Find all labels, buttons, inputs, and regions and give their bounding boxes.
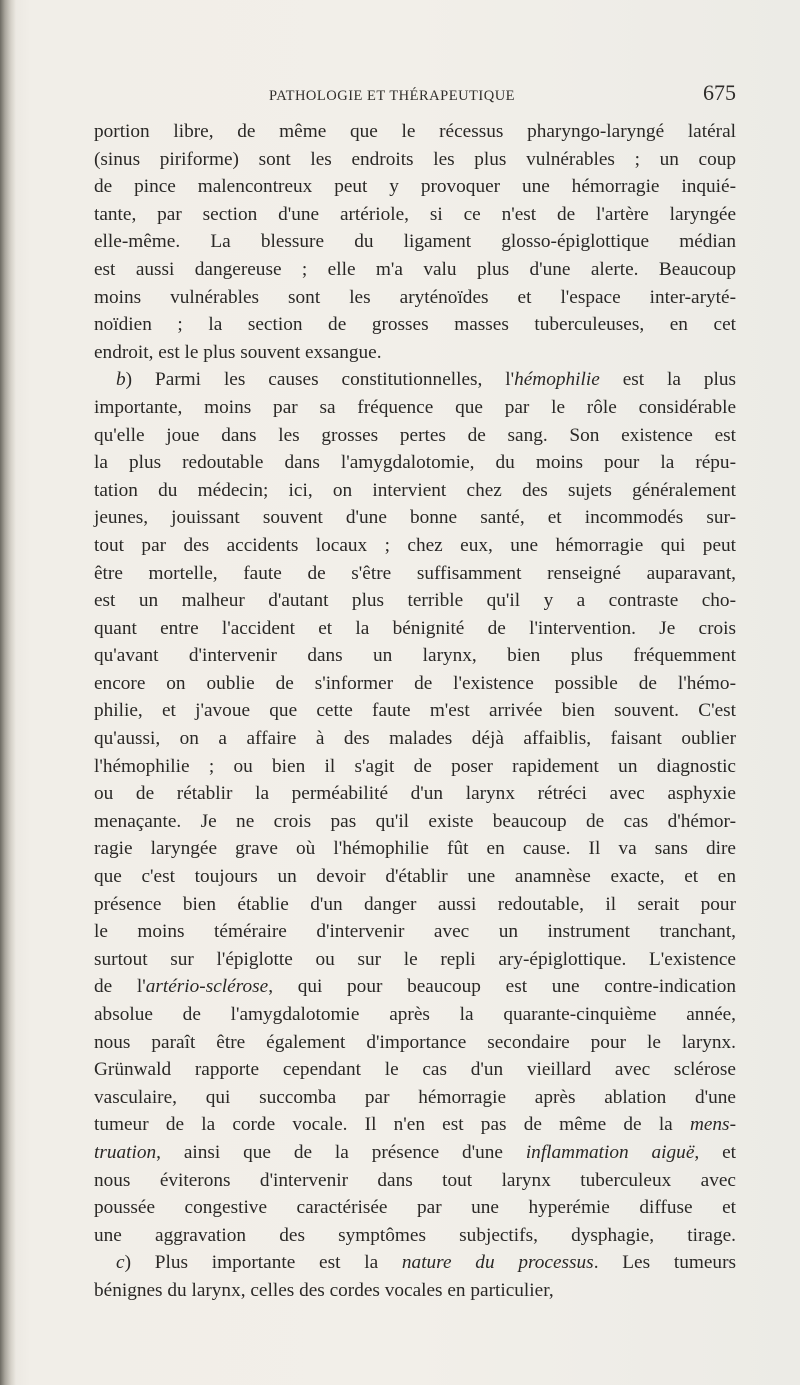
body-text [94,118,736,1305]
emphasized-text: inflammation aiguë [525,1141,695,1163]
text-line [94,863,736,891]
text-run: présence bien établie d'un danger aussi redoutable, il serait pour [94,893,736,915]
text-line [94,808,736,836]
emphasized-text: mens- [689,1114,736,1136]
text-run: est la plus [599,369,736,391]
text-line [94,1029,736,1057]
text-run: le moins téméraire d'intervenir avec un instrument tranchant, [94,921,736,943]
text-line [94,780,736,808]
text-line [94,1222,736,1250]
text-run: ) Plus importante est la [124,1252,402,1274]
text-line [94,725,736,753]
text-run: encore on oublie de s'informer de l'existence possible de l'hémo- [94,672,736,694]
text-run: qu'avant d'intervenir dans un larynx, bien plus fréquemment [94,645,736,667]
text-run: tout par des accidents locaux ; chez eux, une hémorragie qui peut [94,534,736,556]
text-run: tation du médecin; ici, on intervient chez des sujets généralement [94,479,736,501]
text-run: qu'aussi, on a affaire à des malades déjà affaiblis, faisant oublier [94,728,736,750]
text-run: est aussi dangereuse ; elle m'a valu plus d'une alerte. Beaucoup [94,258,736,280]
text-run: qu'elle joue dans les grosses pertes de sang. Son existence est [94,424,736,446]
emphasized-text: nature du processus [401,1252,594,1274]
text-run: . Les tumeurs [593,1252,736,1274]
page-binding-edge [0,0,16,1385]
text-line [94,697,736,725]
text-line [94,1277,736,1305]
text-run: nous paraît être également d'importance secondaire pour le larynx. [94,1031,736,1053]
text-line [94,835,736,863]
text-line [94,256,736,284]
text-run: tumeur de la corde vocale. Il n'en est pas de même de la [94,1114,690,1136]
text-line [94,118,736,146]
text-line [94,946,736,974]
text-line [94,642,736,670]
text-line [94,1249,736,1277]
text-run: nous éviterons d'intervenir dans tout larynx tuberculeux avec [94,1169,736,1191]
text-run: portion libre, de même que le récessus pharyngo-laryngé latéral [94,121,736,142]
text-line [94,477,736,505]
text-run: être mortelle, faute de s'être suffisamment renseigné auparavant, [94,562,736,584]
text-line [94,670,736,698]
text-line [94,918,736,946]
text-line [94,173,736,201]
text-run: endroit, est le plus souvent exsangue. [94,341,382,363]
text-run: que c'est toujours un devoir d'établir une anamnèse exacte, et en [94,866,736,888]
text-line [94,1056,736,1084]
text-run: , qui pour beaucoup est une contre-indication [268,976,736,998]
text-line [94,753,736,781]
text-line [94,394,736,422]
text-run: noïdien ; la section de grosses masses tuberculeuses, en cet [94,314,736,336]
text-line [94,422,736,450]
page-number: 675 [703,80,736,105]
text-line [94,1001,736,1029]
text-line [94,228,736,256]
text-run: Grünwald rapporte cependant le cas d'un vieillard avec sclérose [94,1059,736,1081]
text-line [94,201,736,229]
text-run: moins vulnérables sont les aryténoïdes et l'espace inter-aryté- [94,286,736,308]
text-run: de l' [94,976,146,998]
text-run: , et [694,1141,736,1163]
text-line [94,532,736,560]
text-run: l'hémophilie ; ou bien il s'agit de poser rapidement un diagnostic [94,755,736,777]
text-run: (sinus piriforme) sont les endroits les plus vulnérables ; un coup [94,148,736,170]
text-run: importante, moins par sa fréquence que par le rôle considérable [94,396,736,418]
text-run: est un malheur d'autant plus terrible qu'il y a contraste cho- [94,590,736,612]
emphasized-text: artério-sclérose [145,976,269,998]
text-line [94,339,736,367]
text-run: elle-même. La blessure du ligament glosso-épiglottique médian [94,231,736,253]
text-line [94,311,736,339]
text-line [94,1139,736,1167]
text-run: vasculaire, qui succomba par hémorragie après ablation d'une [94,1086,736,1108]
text-run: ) Parmi les causes constitutionnelles, l' [125,369,515,391]
text-run: ou de rétablir la perméabilité d'un larynx rétréci avec asphyxie [94,783,736,805]
text-line [94,1167,736,1195]
text-run: bénignes du larynx, celles des cordes vocales en particulier, [94,1279,554,1301]
text-line [94,1111,736,1139]
text-run: poussée congestive caractérisée par une hyperémie diffuse et [94,1197,736,1219]
text-line [94,973,736,1001]
emphasized-text: c [116,1252,125,1274]
text-run: jeunes, jouissant souvent d'une bonne santé, et incommodés sur- [94,507,736,529]
running-head [94,80,736,106]
text-run: , ainsi que de la présence d'une [156,1141,526,1163]
text-run: menaçante. Je ne crois pas qu'il existe beaucoup de cas d'hémor- [94,810,736,832]
text-run: tante, par section d'une artériole, si ce n'est de l'artère laryngée [94,203,736,225]
text-line [94,560,736,588]
text-line [94,891,736,919]
emphasized-text: b [116,369,126,391]
text-line [94,366,736,394]
text-line [94,146,736,174]
text-line [94,615,736,643]
text-line [94,1084,736,1112]
text-run: philie, et j'avoue que cette faute m'est arrivée bien souvent. C'est [94,700,736,722]
text-line [94,284,736,312]
emphasized-text: hémophilie [514,369,600,391]
running-title: PATHOLOGIE ET THÉRAPEUTIQUE [269,88,516,104]
text-line [94,449,736,477]
text-run: ragie laryngée grave où l'hémophilie fût en cause. Il va sans dire [94,838,736,860]
emphasized-text: truation [94,1141,157,1163]
text-run: de pince malencontreux peut y provoquer une hémorragie inquié- [94,176,736,198]
text-run: quant entre l'accident et la bénignité de l'intervention. Je crois [94,617,736,639]
text-line [94,1194,736,1222]
text-line [94,504,736,532]
text-run: une aggravation des symptômes subjectifs, dysphagie, tirage. [94,1224,736,1246]
text-run: la plus redoutable dans l'amygdalotomie, du moins pour la répu- [94,452,736,474]
text-line [94,587,736,615]
text-run: surtout sur l'épiglotte ou sur le repli ary-épiglottique. L'existence [94,948,736,970]
text-run: absolue de l'amygdalotomie après la quarante-cinquième année, [94,1004,736,1025]
